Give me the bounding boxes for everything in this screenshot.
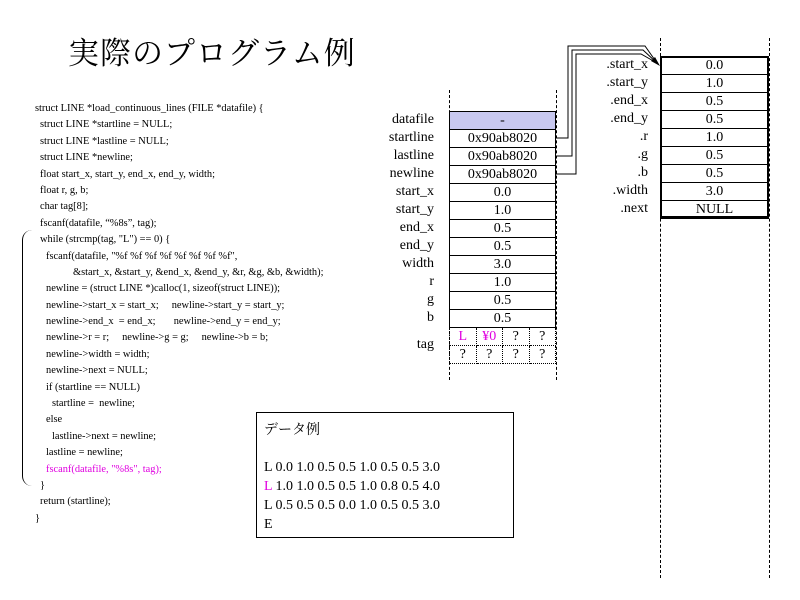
- data-example-line: [264, 515, 440, 534]
- code-line: float r, g, b;: [40, 184, 89, 196]
- memory-value: 0.5: [450, 292, 556, 310]
- memory-value: -: [450, 112, 556, 130]
- tag-cell: L: [450, 328, 477, 346]
- struct-fields: [560, 56, 648, 218]
- loop-brace: [22, 230, 33, 486]
- code-line: }: [40, 479, 45, 491]
- code-line: fscanf(datafile, "%8s", tag);: [46, 463, 162, 475]
- struct-field-label: .start_x: [606, 57, 648, 72]
- struct-field-label: .r: [639, 129, 648, 144]
- memory-row: [450, 310, 556, 328]
- struct-table: [660, 56, 769, 219]
- code-line: &start_x, &start_y, &end_x, &end_y, &r, &g, &b, &width);: [73, 266, 324, 278]
- memory-label: r: [429, 274, 434, 289]
- data-line-tag: L: [264, 498, 273, 513]
- struct-row: [661, 57, 769, 75]
- data-example-line: [264, 477, 440, 496]
- data-line-tag: L: [264, 460, 273, 475]
- struct-value: 1.0: [661, 75, 769, 93]
- memory-label: g: [427, 292, 434, 307]
- struct-row: [661, 165, 769, 183]
- struct-field-label: .width: [612, 183, 648, 198]
- data-example-heading: データ例: [264, 423, 320, 438]
- memory-value: 0x90ab8020: [450, 130, 556, 148]
- code-line: lastline = newline;: [46, 447, 123, 459]
- code-line: fscanf(datafile, "%f %f %f %f %f %f %f %f",: [46, 250, 238, 262]
- code-line: else: [46, 414, 63, 426]
- tag-cell: ?: [450, 346, 477, 364]
- memory-label: b: [427, 310, 434, 325]
- code-line: float start_x, start_y, end_x, end_y, width;: [40, 168, 215, 180]
- tag-cell: ?: [503, 346, 530, 364]
- memory-row: [450, 112, 556, 130]
- memory-label: end_y: [399, 238, 434, 253]
- struct-row: [661, 183, 769, 201]
- memory-guide-right: [556, 90, 557, 380]
- data-example-line: [264, 458, 440, 477]
- memory-value: 1.0: [450, 274, 556, 292]
- data-example-lines: [264, 458, 440, 534]
- code-line: struct LINE *newline;: [40, 152, 133, 164]
- memory-row: [450, 148, 556, 166]
- code-line: }: [35, 512, 40, 524]
- memory-table: [449, 111, 556, 364]
- struct-row: [661, 201, 769, 219]
- code-line: fscanf(datafile, “%8s”, tag);: [40, 217, 157, 229]
- code-line: newline = (struct LINE *)calloc(1, sizeof(struct LINE));: [46, 283, 281, 295]
- memory-label: newline: [389, 166, 434, 181]
- pointer-arrowhead: [651, 57, 660, 66]
- slide-title: 実際のプログラム例: [68, 36, 356, 72]
- code-line: newline->r = r; newline->g = g; newline->b = b;: [46, 332, 269, 344]
- data-line-tag: E: [264, 517, 273, 532]
- memory-row: [450, 256, 556, 274]
- struct-value: 0.0: [661, 57, 769, 75]
- data-line-values: 0.0 1.0 0.5 0.5 1.0 0.5 0.5 3.0: [272, 460, 441, 475]
- tag-cell: ¥0: [476, 328, 503, 346]
- tag-row: [450, 346, 556, 364]
- struct-field-label: .b: [637, 165, 648, 180]
- struct-guide-right: [769, 38, 770, 578]
- memory-label-tag: tag: [416, 337, 434, 352]
- code-line: if (startline == NULL): [46, 381, 140, 393]
- tag-cell: ?: [529, 346, 556, 364]
- memory-value: 0x90ab8020: [450, 166, 556, 184]
- data-line-tag: L: [264, 479, 273, 494]
- memory-value: 0.5: [450, 310, 556, 328]
- struct-value: 0.5: [661, 147, 769, 165]
- struct-field-label: .end_x: [610, 93, 648, 108]
- tag-cell: ?: [529, 328, 556, 346]
- data-example-line: [264, 496, 440, 515]
- code-line: struct LINE *startline = NULL;: [40, 119, 173, 131]
- code-line: newline->next = NULL;: [46, 365, 148, 377]
- memory-label: startline: [388, 130, 434, 145]
- memory-value: 1.0: [450, 202, 556, 220]
- struct-row: [661, 93, 769, 111]
- code-line: newline->width = width;: [46, 348, 150, 360]
- memory-row: [450, 292, 556, 310]
- memory-value: 0.0: [450, 184, 556, 202]
- data-line-values: 0.5 0.5 0.5 0.0 1.0 0.5 0.5 3.0: [272, 498, 441, 513]
- memory-label: lastline: [393, 148, 434, 163]
- code-line: struct LINE *load_continuous_lines (FILE *datafile) {: [35, 103, 264, 114]
- code-line: while (strcmp(tag, "L") == 0) {: [40, 234, 171, 246]
- data-example-box: [256, 412, 514, 538]
- memory-value: 0.5: [450, 220, 556, 238]
- memory-row: [450, 130, 556, 148]
- struct-row: [661, 111, 769, 129]
- struct-field-label: .g: [637, 147, 648, 162]
- memory-label: start_y: [395, 202, 434, 217]
- memory-label: end_x: [399, 220, 434, 235]
- data-line-values: 1.0 1.0 0.5 0.5 1.0 0.8 0.5 4.0: [272, 479, 441, 494]
- struct-field-label: .start_y: [606, 75, 648, 90]
- code-line: return (startline);: [40, 496, 111, 508]
- memory-label: start_x: [395, 184, 434, 199]
- struct-value: 3.0: [661, 183, 769, 201]
- code-line: struct LINE *lastline = NULL;: [40, 135, 169, 147]
- struct-row: [661, 147, 769, 165]
- struct-row: [661, 75, 769, 93]
- struct-value: 0.5: [661, 165, 769, 183]
- memory-value: 3.0: [450, 256, 556, 274]
- memory-row: [450, 184, 556, 202]
- struct-field-label: .end_y: [610, 111, 648, 126]
- struct-value: 0.5: [661, 111, 769, 129]
- struct-value: NULL: [661, 201, 769, 219]
- struct-row: [661, 129, 769, 147]
- memory-label: datafile: [392, 112, 434, 127]
- memory-value: 0.5: [450, 238, 556, 256]
- code-line: char tag[8];: [40, 201, 89, 213]
- memory-row: [450, 166, 556, 184]
- struct-field-label: .next: [620, 201, 648, 216]
- tag-cell: ?: [503, 328, 530, 346]
- memory-row: [450, 238, 556, 256]
- tag-cell: ?: [476, 346, 503, 364]
- code-line: startline = newline;: [52, 398, 135, 410]
- code-line: newline->end_x = end_x; newline->end_y = end_y;: [46, 316, 281, 328]
- code-line: newline->start_x = start_x; newline->start_y = start_y;: [46, 299, 285, 311]
- memory-row: [450, 274, 556, 292]
- struct-value: 1.0: [661, 129, 769, 147]
- code-line: lastline->next = newline;: [52, 430, 157, 442]
- memory-labels: [370, 111, 434, 363]
- struct-value: 0.5: [661, 93, 769, 111]
- memory-row: [450, 220, 556, 238]
- memory-row: [450, 202, 556, 220]
- tag-row: [450, 328, 556, 346]
- memory-value: 0x90ab8020: [450, 148, 556, 166]
- memory-label: width: [402, 256, 434, 271]
